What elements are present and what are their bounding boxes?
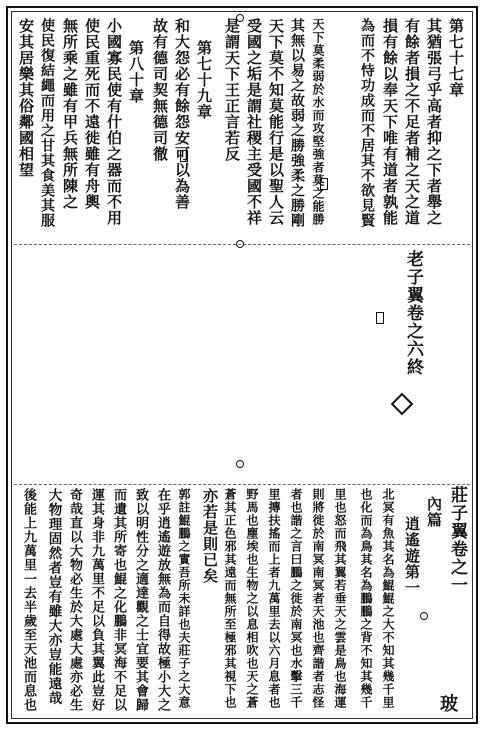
circle-mark [236,460,244,468]
text-column: 奇哉直以大物必生於大處大處亦必生 [67,488,82,712]
text-column: 里也怒而飛其翼若垂天之雲是鳥也海運 [333,488,347,709]
text-column: 在乎逍遙遊放無為而自得故極小大之 [155,488,170,712]
text-column: 則將徙於南冥南冥者天池也齊諧者志怪 [311,488,325,709]
volume-end-title: 老子翼卷之六終 [403,250,423,376]
chapter-heading-79: 第七十九章 [195,40,213,120]
text-column: 致以明性分之適達觀之士宜要其會歸 [133,488,148,712]
text-column: 亦若是則已矣 [201,488,219,584]
seal-mark [320,178,328,190]
text-column: 天下莫不知莫能行是以聖人云 [267,18,285,226]
text-column: 天下莫柔弱於水而攻堅強者莫之能勝 [311,18,325,226]
text-column: 里摶扶搖而上者九萬里去以六月息者也 [267,488,281,709]
circle-mark [420,612,428,620]
text-column: 和大怨必有餘怨安可以為善 [173,18,191,210]
chapter-title: 逍遙遊第一 [403,516,421,596]
fold-line-lower [14,484,470,485]
circle-mark [236,14,244,22]
text-column: 受國之垢是謂社稷主受國不祥 [245,18,263,226]
text-column: 蒼其正色邪其遠而無所至極邪其視下也 [223,488,237,709]
text-column: 是謂天下王正言若反 [223,18,241,162]
text-column: 安其居樂其俗鄰國相望 [17,18,35,178]
book-title: 莊子翼卷之一 [447,486,467,594]
text-column: 故有德司契無德司徹 [151,18,169,162]
text-column: 後能上九萬里一去半歲至天池而息也 [21,488,36,712]
seal-mark [376,312,384,324]
text-column: 運其身非九萬里不足以負其翼此豈好 [89,488,104,712]
text-column: 郭註鯤鵬之實吾所未詳也夫莊子之大意 [177,488,191,709]
text-column: 為而不恃功成而不居其不欲見賢 [359,18,375,228]
text-column: 損有餘以奉天下唯有道者孰能 [381,18,399,226]
text-column: 者也諧之言曰鵬之徙於南冥也水擊三千 [289,488,303,709]
text-column: 有餘者損之不足者補之天之道 [403,18,421,226]
text-column: 無所乘之雖有甲兵無所陳之 [61,18,79,210]
text-column: 使民重死而不遠徙雖有舟輿 [83,18,101,210]
text-column: 大物理固然者豈有雖大亦豈能遠哉 [45,488,62,706]
circle-mark [236,240,244,248]
text-column: 北冥有魚其名為鯤鯤之大不知其幾千里 [381,488,395,709]
text-column: 野馬也塵埃也生物之以息相吹也天之蒼 [245,488,259,709]
text-column: 也化而為鳥其名為鵬鵬之背不知其幾千 [359,488,373,709]
text-column: 而遺其所寄也鯤之化鵬非冥海不足以 [111,488,126,712]
chapter-heading-77: 第七十七章 [447,18,465,98]
text-column: 使民復結繩而用之甘其食美其服 [39,18,55,228]
seal-mark [180,150,188,162]
text-column: 其無以易之故弱之勝強柔之勝剛 [289,18,305,228]
section-label: 內篇 [425,496,443,528]
text-column: 小國寡民使有什伯之器而不用 [105,18,123,226]
corner-mark: 玻 [440,694,458,715]
chapter-heading-80: 第八十章 [127,40,145,104]
text-column: 其猶張弓乎高者抑之下者舉之 [425,18,443,226]
